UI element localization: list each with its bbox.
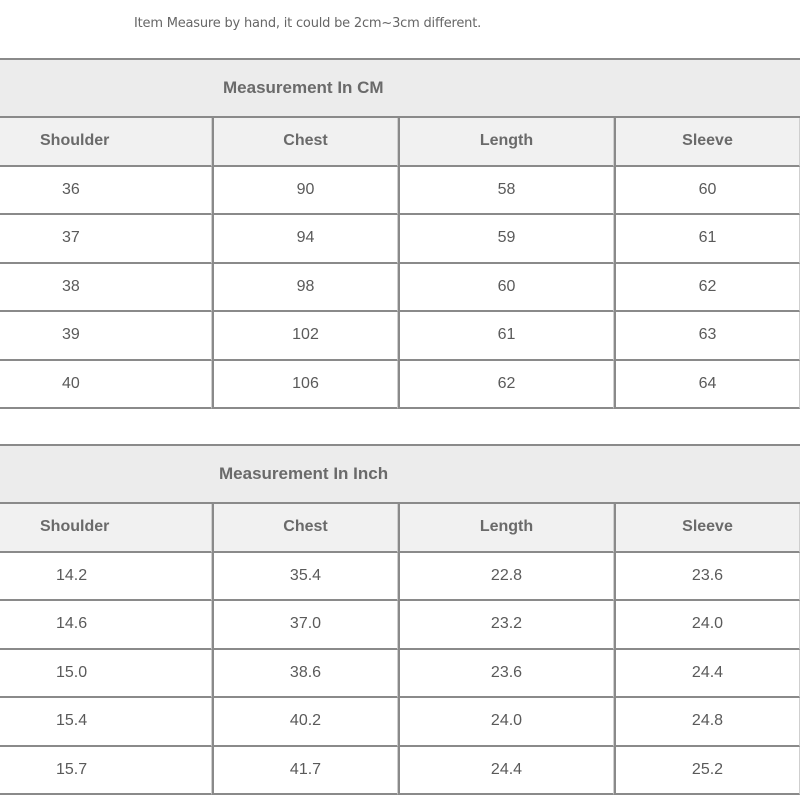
table-cell: 60 bbox=[614, 167, 800, 216]
table-cell: 38 bbox=[0, 264, 212, 313]
column-header-sleeve: Sleeve bbox=[614, 118, 800, 167]
column-header-length: Length bbox=[398, 118, 614, 167]
column-header-chest: Chest bbox=[212, 504, 398, 553]
table-cell: 23.2 bbox=[398, 601, 614, 650]
column-header-shoulder: Shoulder bbox=[0, 118, 212, 167]
table-cell: 14.6 bbox=[0, 601, 212, 650]
table-cell: 24.0 bbox=[614, 601, 800, 650]
column-header-sleeve: Sleeve bbox=[614, 504, 800, 553]
inch-size-table bbox=[0, 444, 800, 795]
table-cell: 58 bbox=[398, 167, 614, 216]
table-cell: 59 bbox=[398, 215, 614, 264]
table-cell: 90 bbox=[212, 167, 398, 216]
inch-table-title-row bbox=[0, 444, 800, 504]
measure-note: Item Measure by hand, it could be 2cm~3cm different. bbox=[134, 16, 482, 31]
table-cell: 37.0 bbox=[212, 601, 398, 650]
table-cell: 62 bbox=[614, 264, 800, 313]
table-cell: 38.6 bbox=[212, 650, 398, 699]
table-cell: 64 bbox=[614, 361, 800, 410]
table-cell: 40.2 bbox=[212, 698, 398, 747]
table-cell: 37 bbox=[0, 215, 212, 264]
table-cell: 24.4 bbox=[614, 650, 800, 699]
cm-table-title: Measurement In CM bbox=[223, 78, 384, 97]
table-cell: 22.8 bbox=[398, 553, 614, 602]
table-cell: 41.7 bbox=[212, 747, 398, 796]
table-cell: 24.4 bbox=[398, 747, 614, 796]
column-header-length: Length bbox=[398, 504, 614, 553]
column-header-chest: Chest bbox=[212, 118, 398, 167]
table-cell: 36 bbox=[0, 167, 212, 216]
table-cell: 98 bbox=[212, 264, 398, 313]
table-cell: 35.4 bbox=[212, 553, 398, 602]
cm-size-table bbox=[0, 58, 800, 409]
table-cell: 39 bbox=[0, 312, 212, 361]
table-cell: 61 bbox=[614, 215, 800, 264]
cm-table-grid bbox=[0, 118, 800, 409]
table-cell: 23.6 bbox=[614, 553, 800, 602]
table-cell: 40 bbox=[0, 361, 212, 410]
table-cell: 15.0 bbox=[0, 650, 212, 699]
cm-table-title-row bbox=[0, 58, 800, 118]
inch-table-grid bbox=[0, 504, 800, 795]
table-cell: 60 bbox=[398, 264, 614, 313]
table-cell: 63 bbox=[614, 312, 800, 361]
table-cell: 14.2 bbox=[0, 553, 212, 602]
table-cell: 24.0 bbox=[398, 698, 614, 747]
table-cell: 61 bbox=[398, 312, 614, 361]
table-cell: 23.6 bbox=[398, 650, 614, 699]
table-cell: 15.7 bbox=[0, 747, 212, 796]
inch-table-title: Measurement In Inch bbox=[219, 464, 389, 483]
table-cell: 106 bbox=[212, 361, 398, 410]
column-header-shoulder: Shoulder bbox=[0, 504, 212, 553]
table-cell: 94 bbox=[212, 215, 398, 264]
table-cell: 15.4 bbox=[0, 698, 212, 747]
table-cell: 24.8 bbox=[614, 698, 800, 747]
table-cell: 102 bbox=[212, 312, 398, 361]
table-cell: 25.2 bbox=[614, 747, 800, 796]
table-cell: 62 bbox=[398, 361, 614, 410]
